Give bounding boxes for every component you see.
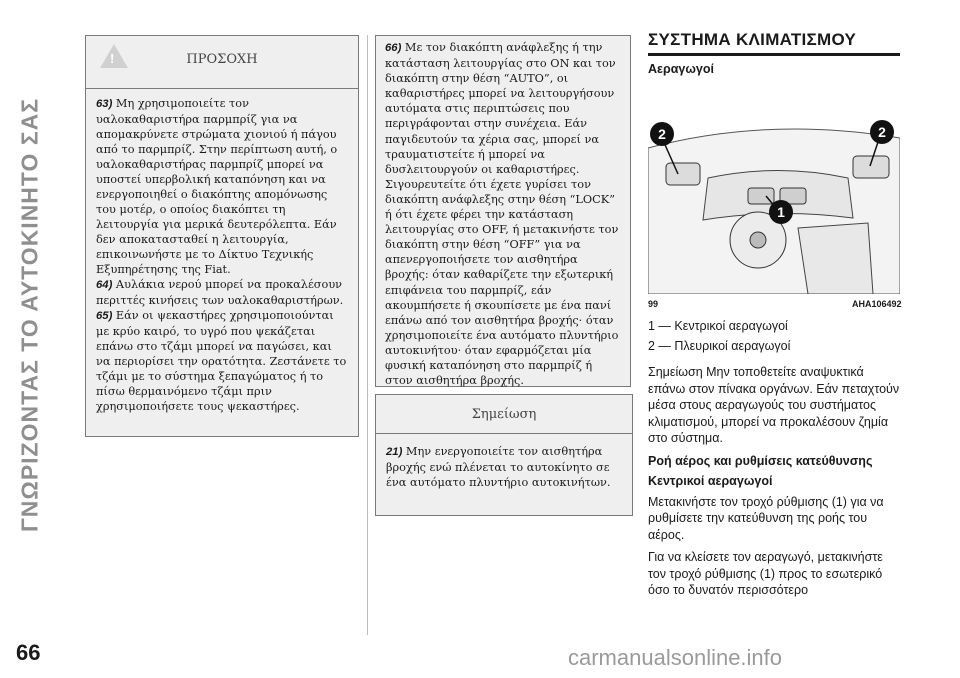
legend-item: 2 — Πλευρικοί αεραγωγοί: [648, 338, 791, 353]
svg-text:2: 2: [878, 124, 886, 140]
note-box: [375, 394, 633, 516]
svg-text:2: 2: [658, 126, 666, 142]
figure-number: 99: [648, 299, 659, 309]
note-title: Σημείωση: [471, 407, 537, 422]
page-number: 66: [16, 640, 41, 665]
legend-list: [648, 318, 900, 605]
note-paragraph: Σημείωση Μην τοποθετείτε αναψυκτικά επάνω στον πίνακα οργάνων. Εάν πεταχτούν μέσα στους αεραγωγούς του συστήματος κλιματισμού, μπορεί να προκαλέσουν ζημία στο σύστημα.: [648, 365, 900, 445]
figure-code: AHA106492: [852, 299, 902, 309]
note-box-header: [376, 395, 632, 434]
subheading: Αεραγωγοί: [648, 62, 714, 76]
callout-1: [769, 200, 793, 224]
section-heading: ΣΥΣΤΗΜΑ ΚΛΙΜΑΤΙΣΜΟΥ: [648, 30, 857, 49]
paragraph-adjust: Μετακινήστε τον τροχό ρύθμισης (1) για να ρυθμίσετε την κατεύθυνση της ροής του αέρος.: [648, 494, 884, 542]
callout-2-right: [870, 120, 894, 144]
warning-item: 63) Μη χρησιμοποιείτε τον υαλοκαθαριστήρα παρμπρίζ για να απομακρύνετε στρώματα χιονιού ή πάγου από το παρμπρίζ. Στην περίπτωση αυτή, ο υαλοκαθαριστήρας παρμπρίζ μπορεί να υποστεί υπερβολική καταπόνηση και να ενεργοποιηθεί ο διακόπτης απομόνωσης του μοτέρ, ο οποίος διακόπτει τη λειτουργία για μερικά δευτερόλεπτα. Εάν δεν αποκατασταθεί η λειτουργία, επικοινωνήστε με το Δίκτυο Τεχνικής Εξυπηρέτησης της Fiat.: [96, 97, 338, 276]
dashboard-vents-illustration: [648, 108, 900, 294]
watermark: carmanualsonline.info: [568, 645, 783, 670]
warning-box-body: [86, 89, 358, 414]
warning-item: 65) Εάν οι ψεκαστήρες χρησιμοποιούνται με κρύο καιρό, το υγρό που ψεκάζεται επάνω στο τζάμι μπορεί να παγώσει, και να περιορίσει την ορατότητα. Ζεστάνετε το τζάμι με το σύστημα ξεπαγώματος ή το πίσω θερμαινόμενο τζάμι πριν χρησιμοποιήσετε τους ψεκαστήρες.: [96, 309, 347, 413]
column-separator: [367, 35, 368, 635]
central-vents-heading: Κεντρικοί αεραγωγοί: [648, 474, 773, 488]
flow-heading: Ροή αέρος και ρυθμίσεις κατεύθυνσης: [648, 453, 873, 468]
warning-continuation: 66) Με τον διακόπτη ανάφλεξης ή την κατάσταση λειτουργίας στο ON και τον διακόπτη στην θέση “AUTO”, οι καθαριστήρες μπορεί να λειτουργήσουν αυτόματα στις περιπτώσεις που περιγράφονται στην συνέχεια. Εάν παγιδευτούν τα χέρια σας, μπορεί να τραυματιστείτε ή μπορεί να δυσλειτουργούν οι καθαριστήρες. Σιγουρευτείτε ότι έχετε γυρίσει τον διακόπτη ανάφλεξης στην θέση “LOCK” ή ότι έχετε φέρει την κατάσταση λειτουργίας στο OFF, ή μετακινήστε τον διακόπτη στην θέση “OFF” για να απενεργοποιήσετε τον αισθητήρα βροχής: όταν καθαρίζετε την εξωτερική επιφάνεια του παρμπρίζ, εάν ακουμπήσετε ή σκουπίσετε με ένα πανί επάνω από τον αισθητήρα βροχής· όταν χρησιμοποιείτε ένα αυτόματο πλυντήριο αυτοκινήτου· όταν εφαρμόζεται μία φυσική καταπόνηση στο παρμπρίζ ή στον αισθητήρα βροχής.: [375, 35, 631, 387]
warning-box: [85, 35, 359, 437]
svg-text:1: 1: [777, 204, 785, 220]
side-section-title: ΓΝΩΡΙΖΟΝΤΑΣ ΤΟ ΑΥΤΟΚΙΝΗΤΟ ΣΑΣ: [16, 97, 43, 533]
warning-triangle-icon: !: [100, 44, 128, 68]
warning-box-header: [86, 36, 358, 89]
note-box-body: 21) Μην ενεργοποιείτε τον αισθητήρα βροχής ενώ πλένεται το αυτοκίνητο σε ένα αυτόματο πλυντήριο αυτοκινήτων.: [386, 445, 611, 489]
legend-item: 1 — Κεντρικοί αεραγωγοί: [648, 319, 788, 333]
warning-title: ΠΡΟΣΟΧΗ: [186, 52, 258, 67]
callout-2-left: [650, 122, 674, 146]
heading-rule: [648, 53, 900, 56]
paragraph-close: Για να κλείσετε τον αεραγωγό, μετακινήστε τον τροχό ρύθμισης (1) προς το εσωτερικό όσο το δυνατόν περισσότερο: [648, 550, 883, 597]
right-column-header: [648, 30, 900, 76]
warning-item: 64) Αυλάκια νερού μπορεί να προκαλέσουν περιττές κινήσεις των υαλοκαθαριστήρων.: [96, 278, 344, 307]
